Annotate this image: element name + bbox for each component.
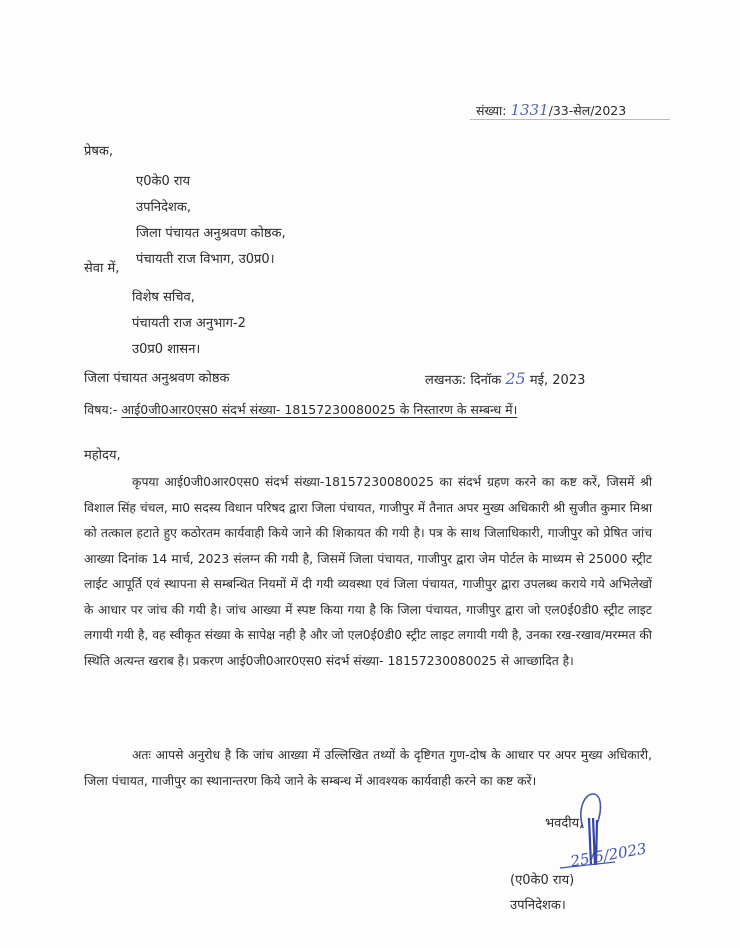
handwritten-day: 25 [505, 369, 526, 388]
signatory-name: (ए0के0 राय) [510, 873, 575, 888]
closing: भवदीय, [545, 816, 584, 831]
recipient-label: सेवा में, [84, 261, 120, 276]
recipient-line: पंचायती राज अनुभाग-2 [132, 316, 246, 331]
signature-date: 25/5/2023 [569, 839, 648, 871]
sender-block [136, 169, 286, 273]
sender-line: पंचायती राज विभाग, उ0प्र0। [136, 252, 275, 267]
recipient-block [132, 285, 246, 363]
sender-line: उपनिदेशक, [136, 200, 191, 215]
recipient-line: उ0प्र0 शासन। [132, 342, 201, 357]
body-paragraph: अतः आपसे अनुरोध है कि जांच आख्या में उल्लिखित तथ्यों के दृष्टिगत गुण-दोष के आधार पर अपर मुख्य अधिकारी, जिला पंचायत, गाजीपुर का स्थानान्तरण किये जाने के सम्बन्ध में आवश्यक कार्यवाही करने का कष्ट करें। [84, 748, 652, 788]
signatory-designation: उपनिदेशक। [510, 898, 566, 913]
month-year: मई, 2023 [529, 373, 586, 388]
reference-handwritten-number: 1331 [510, 101, 549, 119]
place-date [425, 370, 585, 390]
reference-number [476, 101, 626, 120]
office-name: जिला पंचायत अनुश्रवण कोष्ठक [84, 371, 230, 386]
recipient-line: विशेष सचिव, [132, 290, 195, 305]
sender-line: जिला पंचायत अनुश्रवण कोष्ठक, [136, 226, 286, 241]
place: लखनऊ: दिनॉक [425, 373, 502, 388]
subject-text: आई0जी0आर0एस0 संदर्भ संख्या- 18157230080025 के निस्तारण के सम्बन्ध में। [121, 402, 518, 417]
reference-underline [470, 119, 670, 120]
reference-label: संख्या: [476, 103, 507, 118]
salutation: महोदय, [84, 448, 121, 463]
body-paragraph: कृपया आई0जी0आर0एस0 संदर्भ संख्या-18157230080025 का संदर्भ ग्रहण करने का कष्ट करें, जिसमें श्री विशाल सिंह चंचल, मा0 सदस्य विधान परिषद द्वारा जिला पंचायत, गाजीपुर में तैनात अपर मुख्य अधिकारी श्री सुजीत कुमार मिश्रा को तत्काल हटाते हुए कठोरतम कार्यवाही किये जाने की शिकायत की गयी है। पत्र के साथ जिलाधिकारी, गाजीपुर को प्रेषित जांच आख्या दिनांक 14 मार्च, 2023 संलग्न की गयी है, जिसमें जिला पंचायत, गाजीपुर द्वारा जेम पोर्टल के माध्यम से 25000 स्ट्रीट लाईट आपूर्ति एवं स्थापना से सम्बन्धित नियमों में दी गयी व्यवस्था एवं जिला पंचायत, गाजीपुर द्वारा उपलब्ध कराये गये अभिलेखों के आधार पर जांच की गयी है। जांच आख्या में स्पष्ट किया गया है कि जिला पंचायत, गाजीपुर द्वारा जो एल0ई0डी0 स्ट्रीट लाइट लगायी गयी है, वह स्वीकृत संख्या के सापेक्ष नही है और जो एल0ई0डी0 स्ट्रीट लाइट लगायी गयी है, उनका रख-रखाव/मरम्मत की स्थिति अत्यन्त खराब है। प्रकरण आई0जी0आर0एस0 संदर्भ संख्या- 18157230080025 से आच्छादित है। [84, 475, 652, 668]
reference-suffix: /33-सेल/2023 [548, 103, 627, 118]
sender-line: ए0के0 राय [136, 174, 191, 189]
subject-line [84, 401, 517, 419]
sender-label: प्रेषक, [84, 144, 114, 159]
subject-label: विषय:- [84, 402, 118, 417]
